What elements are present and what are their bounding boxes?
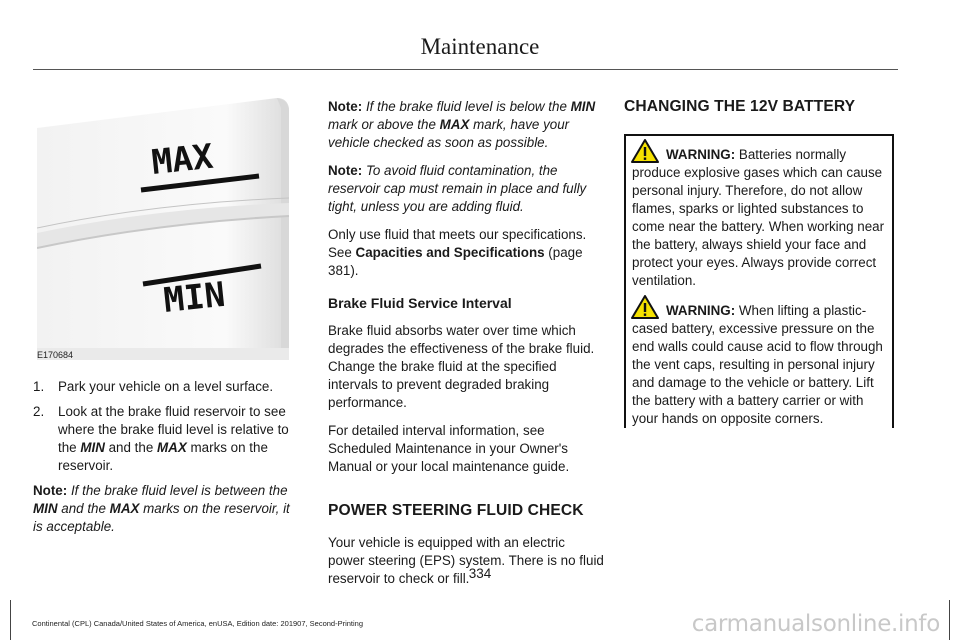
list-item (33, 378, 301, 396)
steps-list (33, 378, 301, 475)
svg-text:MAX: MAX (149, 136, 216, 183)
watermark: carmanualsonline.info (691, 611, 940, 637)
step-number: 2. (33, 404, 45, 419)
warning-explosive-gases: WARNING: Batteries normally produce explosive gases which can cause personal injury. Therefore, do not allow flames, sparks or lighted substances to come near the battery. When working near the battery, always shield your face and protect your eyes. Always provide correct ventilation. (632, 146, 887, 290)
warning-box (624, 134, 894, 428)
warning-lifting-battery: WARNING: When lifting a plastic-cased battery, excessive pressure on the end walls could cause acid to flow through the vent caps, resulting in personal injury and damage to the vehicle or battery. Lift the battery with a battery carrier or with your hands on opposite corners. (632, 302, 887, 428)
header-rule (33, 69, 898, 70)
note-acceptable: Note: If the brake fluid level is between the MIN and the MAX marks on the reservoir, it is acceptable. (33, 483, 290, 534)
battery-heading: CHANGING THE 12V BATTERY (624, 98, 856, 115)
power-steering-heading: POWER STEERING FLUID CHECK (328, 502, 584, 519)
step-number: 1. (33, 379, 45, 394)
list-item (33, 403, 301, 475)
power-steering-text: Your vehicle is equipped with an electric power steering (EPS) system. There is no fluid reservoir to check or fill. (328, 535, 604, 586)
svg-text:MIN: MIN (161, 274, 228, 321)
interval-paragraph-1: Brake fluid absorbs water over time which degrades the effectiveness of the brake fluid. Change the brake fluid at the specified intervals to prevent degraded braking performance. (328, 323, 595, 410)
page-header: Maintenance (420, 34, 540, 59)
step-text: Look at the brake fluid reservoir to see where the brake fluid level is relative to the MIN and the MAX marks on the reservoir. (58, 404, 289, 473)
crop-mark-right (949, 600, 950, 640)
brake-reservoir-illustration (37, 98, 299, 364)
note-below-min: Note: If the brake fluid level is below the MIN mark or above the MAX mark, have your vehicle checked as soon as possible. (328, 99, 596, 150)
column-1 (33, 98, 301, 546)
page-number: 334 (468, 566, 492, 581)
column-3 (624, 98, 894, 440)
column-2 (328, 98, 604, 598)
illustration-code: E170684 (37, 350, 74, 360)
spec-link[interactable]: Capacities and Specifications (355, 245, 545, 260)
interval-paragraph-2: For detailed interval information, see Scheduled Maintenance in your Owner's Manual or your local maintenance guide. (328, 423, 570, 474)
edition-footer: Continental (CPL) Canada/United States of America, enUSA, Edition date: 201907, Second-Printing (32, 619, 364, 628)
warning-triangle-icon (630, 294, 660, 320)
warning-triangle-icon (630, 138, 660, 164)
crop-mark-left (10, 600, 11, 640)
spec-paragraph: Only use fluid that meets our specifications. See Capacities and Specifications (page 381). (328, 227, 587, 278)
note-contamination: Note: To avoid fluid contamination, the reservoir cap must remain in place and fully tight, unless you are adding fluid. (328, 163, 587, 214)
interval-heading: Brake Fluid Service Interval (328, 295, 512, 311)
step-text: Park your vehicle on a level surface. (58, 379, 274, 394)
reservoir-drawing (37, 98, 299, 364)
